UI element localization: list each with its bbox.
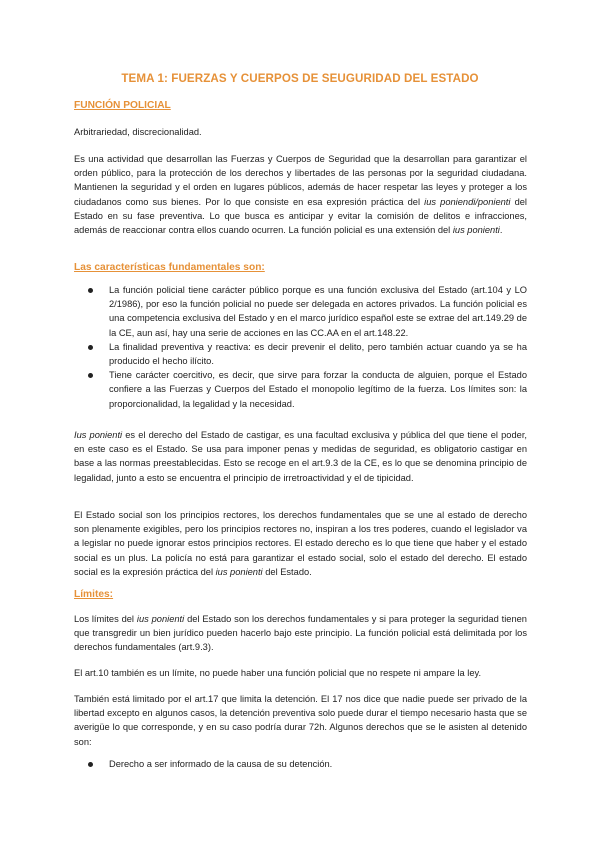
bullet-icon [88,288,93,293]
text-run: del Estado en su fase preventiva. Lo que busca es anticipar y evitar la comisión de delitos e infracciones, además de reaccionar contra ellos cuando ocurren. La función policial es una extensión del [74,196,527,236]
paragraph-limites [74,612,527,655]
text-run: es el derecho del Estado de castigar, es una facultad exclusiva y pública del que tiene el poder, en este caso es el Estado. Se usa para imponer penas y medidas de seguridad, es obligatorio castigar en base a las normas preestablecidas. Esto se recoge en el art.9.3 de la CE, es lo que se denomina principio de legalidad, junto a esto se encuentra el principio de irretroactividad y el de tipicidad. [74,430,527,483]
list-item-text: Derecho a ser informado de la causa de su detención. [109,759,333,769]
list-item [74,368,527,411]
paragraph-arbitrariedad: Arbitrariedad, discrecionalidad. [74,127,202,137]
text-run: Es una actividad que desarrollan las Fuerzas y Cuerpos de Seguridad que la desarrollan para garantizar el orden público, para la protección de los derechos y libertades de las personas por la seguridad ciudadana. Mantienen la seguridad y el orden en lugares públicos, además de hacer respetar las leyes y proteger a los ciudadanos como sus bienes. Por lo que consiste en esa expresión práctica del [74,154,527,207]
paragraph-ius-ponienti [74,428,527,485]
list-item-text: La función policial tiene carácter público porque es una función exclusiva del Estado (art.104 y LO 2/1986), por eso la función policial no puede ser delegada en actores privados. La función policial es una competencia exclusiva del Estado y en el marco jurídico español este se extrae del art.149.29 de la CE, aun así, hay una serie de acciones en las CC.AA en el art.148.22. [109,285,527,338]
text-run: Los límites del [74,614,137,624]
list-item [74,340,527,368]
paragraph-estado-social [74,508,527,579]
list-item [74,283,527,340]
caracteristicas-list [74,283,527,411]
list-item [74,757,527,771]
emphasis-ius-ponienti: ius ponienti [215,566,263,577]
emphasis-ius-ponienti: ius ponienti [136,614,185,624]
text-run: . [499,225,503,236]
text-run: del Estado son los derechos fundamentales y si para proteger la seguridad tienen que transgredir un bien jurídico pueden hacerlo bajo este principio. La función policial está delimitada por los derechos fundamentales (art.9.3). [74,614,527,653]
text-run: del Estado. [262,566,312,577]
paragraph-actividad [74,152,527,237]
text-run: El Estado social son los principios rectores, los derechos fundamentales que se une al estado de derecho son plenamente exigibles, pero los principios rectores no, inspiran a los tres poderes, cuando el legislador va a legislar no puede ignorar estos principios rectores. El estado derecho es lo que tiene que haber y el estado social es un plus. La policía no está para garantizar el estado social, solo el estado del derecho. El estado social es la expresión práctica del [74,510,527,577]
bullet-icon [88,373,93,378]
emphasis-ius-ponienti: ius ponienti [452,225,500,236]
bullet-icon [88,762,93,767]
list-item-text: La finalidad preventiva y reactiva: es decir prevenir el delito, pero también actuar cuando ya se ha producido el hecho ilícito. [109,341,527,367]
section-heading-limites: Límites: [74,589,114,600]
paragraph-art17: También está limitado por el art.17 que limita la detención. El 17 nos dice que nadie puede ser privado de la libertad excepto en algunos casos, la detención preventiva solo puede durar el tiempo necesario hasta que se averigüe lo que corresponde, y en su caso podría durar 72h. Algunos derechos que se le asisten al detenido son: [74,694,527,747]
list-item-text: Tiene carácter coercitivo, es decir, que sirve para forzar la conducta de alguien, porque el Estado confiere a las Fuerzas y Cuerpos del Estado el monopolio legítimo de la fuerza. Los límites son: la proporcionalidad, la legalidad y la necesidad. [109,370,527,409]
document-title: TEMA 1: FUERZAS Y CUERPOS DE SEUGURIDAD DEL ESTADO [121,72,479,85]
derechos-list [74,757,527,771]
emphasis-ius-ponienti: Ius ponienti [74,430,123,440]
section-heading-funcion-policial: FUNCIÓN POLICIAL [74,100,171,111]
emphasis-ius-poniendi: ius poniendi/ponienti [424,196,511,207]
section-heading-caracteristicas: Las características fundamentales son: [74,262,265,273]
paragraph-art10: El art.10 también es un límite, no puede haber una función policial que no respete ni ampare la ley. [74,668,482,678]
bullet-icon [88,345,93,350]
